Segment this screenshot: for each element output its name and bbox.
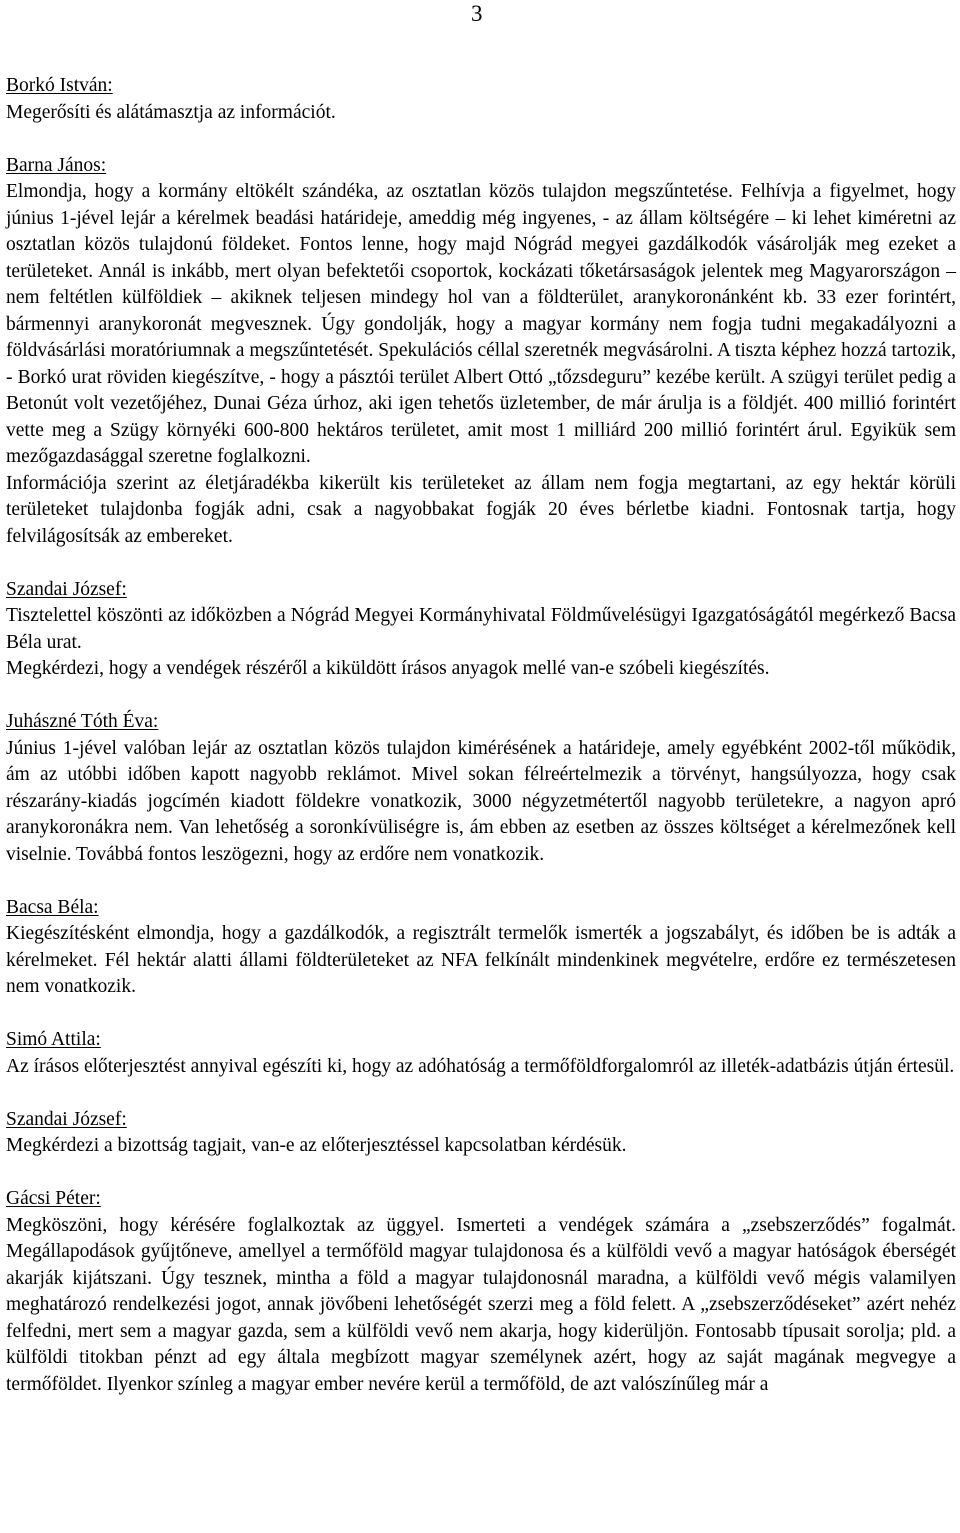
speaker-block-simo: [6, 1027, 956, 1080]
speech-paragraph: Megerősíti és alátámasztja az információt.: [6, 101, 336, 123]
speaker-name: Borkó István:: [6, 75, 113, 96]
speech-paragraph: Az írásos előterjesztést annyival egészíti ki, hogy az adóhatóság a termőföldforgalomról az illeték-adatbázis útján értesül.: [6, 1055, 955, 1077]
speaker-name: Szandai József:: [6, 1108, 127, 1130]
speech-paragraph: Megkérdezi, hogy a vendégek részéről a kiküldött írásos anyagok mellé van-e szóbeli kiegészítés.: [6, 658, 770, 679]
speaker-name: Juhászné Tóth Éva:: [6, 711, 159, 732]
speaker-name: Barna János:: [6, 154, 107, 176]
speech-paragraph: Információja szerint az életjáradékba kikerült kis területeket az állam nem fogja megtartani, az egy hektár körüli területeket tulajdonba fogják adni, csak a nagyobbakat fogják 20 éves bérletbe kiadni. Fontosnak tartja, hogy felvilágosítsák az embereket.: [6, 472, 956, 547]
speaker-block-szandai: [6, 577, 956, 683]
speaker-block-barna: [6, 153, 956, 551]
speaker-block-gacsi: [6, 1186, 956, 1398]
speaker-block-juhaszne: [6, 709, 956, 868]
speech-paragraph: Tisztelettel köszönti az időközben a Nógrád Megyei Kormányhivatal Földművelésügyi Igazgatóságától megérkező Bacsa Béla urat.: [6, 605, 956, 653]
speech-paragraph: Elmondja, hogy a kormány eltökélt szándéka, az osztatlan közös tulajdon megszűntetése. Felhívja a figyelmet, hogy június 1-jével lejár a kérelmek beadási határideje, ameddig még ingyenes, - az állam költségére – ki lehet kiméretni az osztatlan közös tulajdonú földeket. Fontos lenne, hogy majd Nógrád megyei gazdálkodók vásárolják meg ezeket a területeket. Annál is inkább, mert olyan befektetői csoportok, kockázati tőketársaságok jelentek meg Magyarországon – nem feltétlen külföldiek – akiknek teljesen mindegy hol van a földterület, aranykoronánként kb. 33 ezer forintért, bármennyi aranykoronát megvesznek. Úgy gondolják, hogy a magyar kormány nem fogja tudni megakadályozni a földvásárlási moratóriumnak a megszűntetését. Spekulációs céllal szeretnék megvásárolni. A tiszta képhez hozzá tartozik, - Borkó urat röviden kiegészítve, - hogy a pásztói terület Albert Ottó „tőzsdeguru” kezébe került. A szügyi terület pedig a Betonút volt vezetőjéhez, Dunai Géza úrhoz, aki igen tehetős üzletember, de már árulja is a földjét. 400 millió forintért vette meg a Szügy környéki 600-800 hektáros területet, amit most 1 milliárd 200 millió forintért árul. Egyikük sem mezőgazdasággal szeretne foglalkozni.: [6, 181, 956, 467]
speech-paragraph: Megkérdezi a bizottság tagjait, van-e az előterjesztéssel kapcsolatban kérdésük.: [6, 1135, 627, 1156]
speaker-name: Gácsi Péter:: [6, 1188, 101, 1209]
speaker-block-borko: [6, 73, 956, 126]
speaker-name: Simó Attila:: [6, 1029, 101, 1050]
speaker-block-bacsa: [6, 895, 956, 1001]
speaker-block-szandai-2: [6, 1107, 956, 1160]
speech-paragraph: Kiegészítésként elmondja, hogy a gazdálkodók, a regisztrált termelők ismerték a jogszabályt, és időben be is adták a kérelmeket. Fél hektár alatti állami földterületeket az NFA felkínált mindenkinek megvételre, erdőre ez természetesen nem vonatkozik.: [6, 923, 956, 997]
page-number: 3: [471, 1, 483, 26]
speech-paragraph: Június 1-jével valóban lejár az osztatlan közös tulajdon kimérésének a határideje, amely egyébként 2002-től működik, ám az utóbbi időben kapott nagyobb reklámot. Mivel sokan félreértelmezik a törvényt, hangsúlyozza, hogy csak részarány-kiadás jogcímén kiadott földekre vonatkozik, 3000 négyzetmétertől nagyobb területekre, a nagyon apró aranykoronákra nem. Van lehetőség a soronkívüliségre is, ám ebben az esetben az összes költséget a kérelmezőnek kell viselnie. Továbbá fontos leszögezni, hogy az erdőre nem vonatkozik.: [6, 737, 956, 865]
speech-paragraph: Megköszöni, hogy kérésére foglalkoztak az üggyel. Ismerteti a vendégek számára a „zsebszerződés” fogalmát. Megállapodások gyűjtőneve, amellyel a termőföld magyar tulajdonosa és a külföldi vevő a magyar hatóságok éberségét akarják kijátszani. Úgy tesznek, mintha a föld a magyar tulajdonosnál maradna, a külföldi vevő mégis valamilyen meghatározó rendelkezési jogot, annak jövőbeni lehetőségét szerzi meg a föld felett. A „zsebszerződéseket” azért nehéz felfedni, mert sem a magyar gazda, sem a külföldi vevő nem akarja, hogy kiderüljön. Fontosabb típusait sorolja; pld. a külföldi titokban pénzt ad egy általa megbízott magyar személynek azért, hogy az saját magának megvegye a termőföldet. Ilyenkor színleg a magyar ember nevére kerül a termőföld, de azt valószínűleg már a: [6, 1214, 956, 1395]
speaker-name: Szandai József:: [6, 578, 127, 600]
minutes-content: [6, 73, 956, 1425]
speaker-name: Bacsa Béla:: [6, 896, 99, 918]
